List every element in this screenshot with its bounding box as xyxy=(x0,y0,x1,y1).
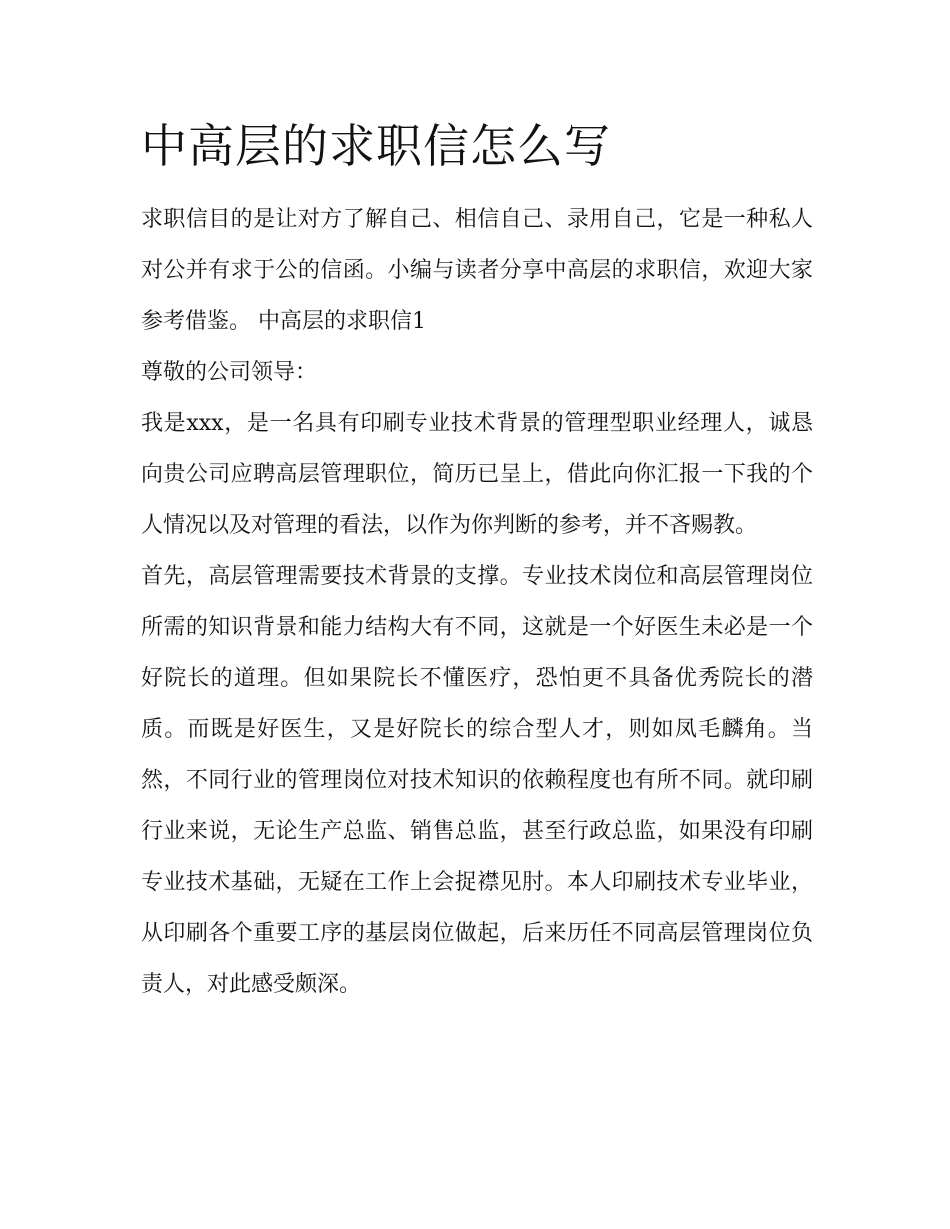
salutation: 尊敬的公司领导： xyxy=(141,360,318,385)
self-introduction-paragraph: 我是xxx，是一名具有印刷专业技术背景的管理型职业经理人，诚恳向贵公司应聘高层管理职位，简历已呈上，借此向你汇报一下我的个人情况以及对管理的看法，以作为你判断的参考，并不吝赐教。 xyxy=(141,411,813,538)
document-body xyxy=(141,112,813,1010)
document-title: 中高层的求职信怎么写 xyxy=(141,119,611,173)
intro-paragraph: 求职信目的是让对方了解自己、相信自己、录用自己，它是一种私人对公并有求于公的信函。小编与读者分享中高层的求职信，欢迎大家参考借鉴。 中高层的求职信1 xyxy=(141,207,813,334)
technical-background-paragraph: 首先，高层管理需要技术背景的支撑。专业技术岗位和高层管理岗位所需的知识背景和能力结构大有不同，这就是一个好医生未必是一个好院长的道理。但如果院长不懂医疗，恐怕更不具备优秀院长的潜质。而既是好医生，又是好院长的综合型人才，则如凤毛麟角。当然，不同行业的管理岗位对技术知识的依赖程度也有所不同。就印刷行业来说，无论生产总监、销售总监，甚至行政总监，如果没有印刷专业技术基础，无疑在工作上会捉襟见肘。本人印刷技术专业毕业，从印刷各个重要工序的基层岗位做起，后来历任不同高层管理岗位负责人，对此感受颇深。 xyxy=(141,564,813,997)
